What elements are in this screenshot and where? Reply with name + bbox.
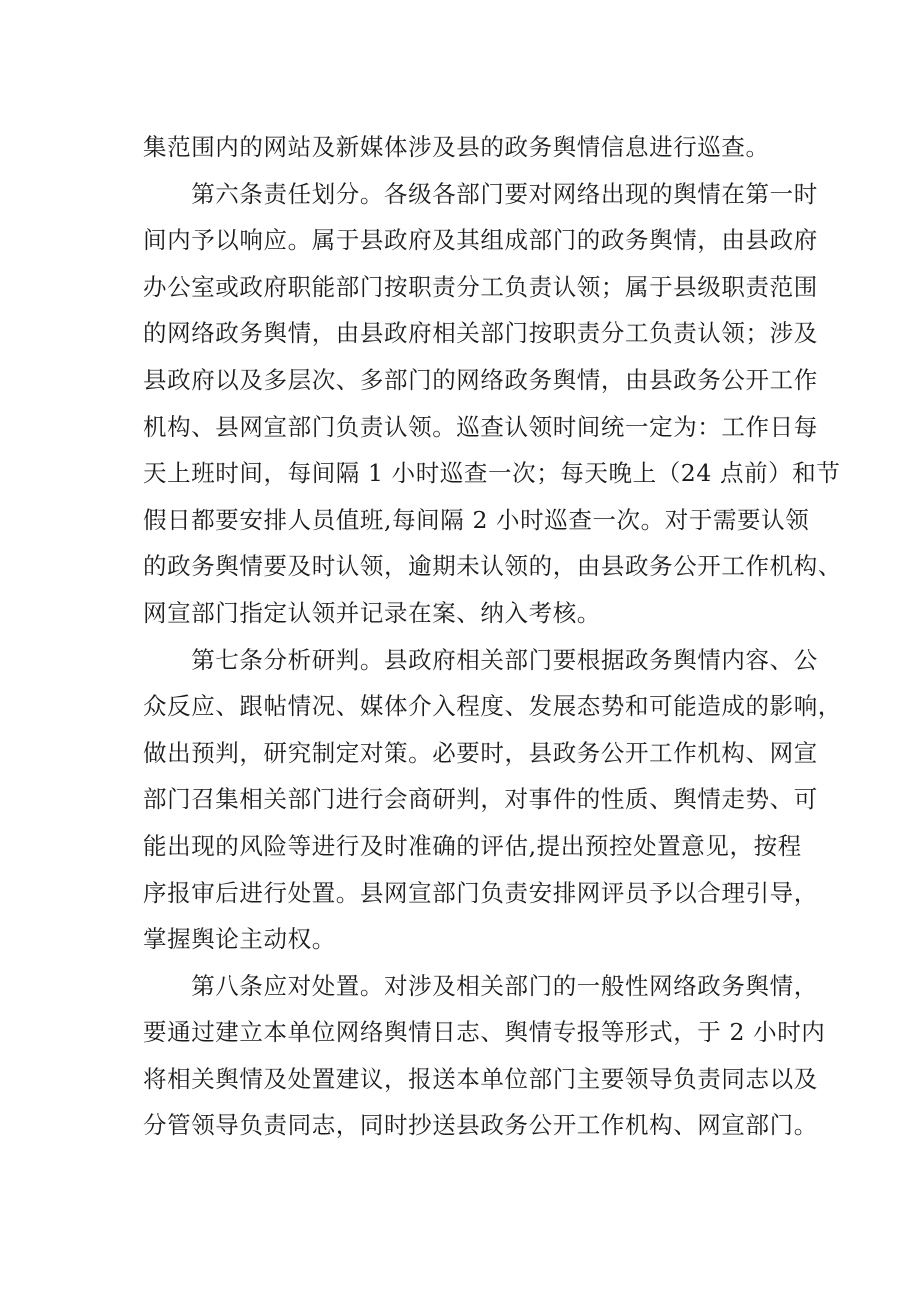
text-line: 第六条责任划分。各级各部门要对网络出现的舆情在第一时 xyxy=(143,179,818,208)
text-line: 做出预判，研究制定对策。必要时，县政务公开工作机构、网宣 xyxy=(143,738,818,767)
text-line: 县政府以及多层次、多部门的网络政务舆情，由县政务公开工作 xyxy=(143,365,818,394)
text-line: 分管领导负责同志，同时抄送县政务公开工作机构、网宣部门。 xyxy=(143,1111,818,1140)
text-line: 第八条应对处置。对涉及相关部门的一般性网络政务舆情， xyxy=(143,971,818,1000)
text-line: 办公室或政府职能部门按职责分工负责认领；属于县级职责范围 xyxy=(143,272,818,301)
text-line: 掌握舆论主动权。 xyxy=(143,925,336,954)
text-line: 要通过建立本单位网络舆情日志、舆情专报等形式，于 2 小时内 xyxy=(143,1018,826,1047)
text-line: 能出现的风险等进行及时准确的评估,提出预控处置意见，按程 xyxy=(143,831,802,860)
text-line: 部门召集相关部门进行会商研判，对事件的性质、舆情走势、可 xyxy=(143,785,818,814)
text-line: 的网络政务舆情，由县政府相关部门按职责分工负责认领；涉及 xyxy=(143,319,818,348)
text-line: 第七条分析研判。县政府相关部门要根据政务舆情内容、公 xyxy=(143,645,818,674)
text-line: 众反应、跟帖情况、媒体介入程度、发展态势和可能造成的影响， xyxy=(143,692,842,721)
text-line: 将相关舆情及处置建议，报送本单位部门主要领导负责同志以及 xyxy=(143,1064,818,1093)
document-body xyxy=(143,124,842,1149)
text-line: 集范围内的网站及新媒体涉及县的政务舆情信息进行巡查。 xyxy=(143,133,770,161)
text-line: 的政务舆情要及时认领，逾期未认领的，由县政务公开工作机构、 xyxy=(143,552,842,581)
text-line: 网宣部门指定认领并记录在案、纳入考核。 xyxy=(143,598,601,627)
text-line: 天上班时间，每间隔 1 小时巡查一次；每天晚上（24 点前）和节 xyxy=(143,459,841,488)
text-line: 间内予以响应。属于县政府及其组成部门的政务舆情，由县政府 xyxy=(143,226,818,255)
text-line: 假日都要安排人员值班,每间隔 2 小时巡查一次。对于需要认领 xyxy=(143,505,810,534)
text-line: 机构、县网宣部门负责认领。巡查认领时间统一定为：工作日每 xyxy=(143,412,818,441)
text-line: 序报审后进行处置。县网宣部门负责安排网评员予以合理引导， xyxy=(143,878,818,907)
